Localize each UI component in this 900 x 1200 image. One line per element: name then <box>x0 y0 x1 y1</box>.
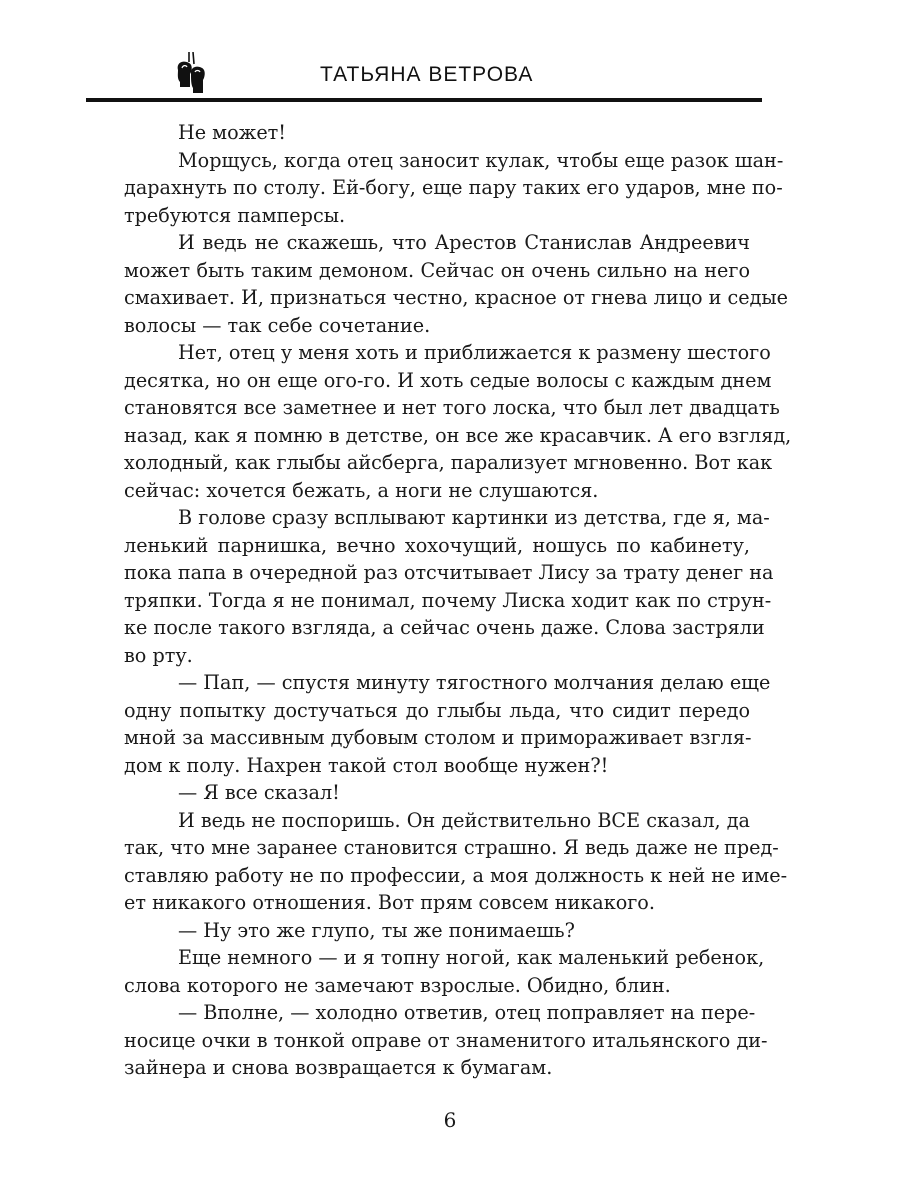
text-line: сейчас: хочется бежать, а ноги не слушаются. <box>124 478 599 502</box>
text-line: дом к полу. Нахрен такой стол вообще нужен?! <box>124 753 609 777</box>
text-line: В голове сразу всплывают картинки из детства, где я, ма- <box>178 506 770 529</box>
paragraph <box>124 807 788 917</box>
text-line: ставляю работу не по профессии, а моя должность к ней не име- <box>124 863 788 887</box>
text-line: — Вполне, — холодно ответив, отец поправляет на пере- <box>178 1001 756 1024</box>
body-text <box>124 119 792 1082</box>
page-number: 6 <box>443 1108 457 1132</box>
text-line: требуются памперсы. <box>124 203 346 227</box>
text-line: Еще немного — и я топну ногой, как маленький ребенок, <box>178 946 765 969</box>
text-line: во рту. <box>124 643 193 667</box>
text-line: Нет, отец у меня хоть и приближается к размену шестого <box>178 341 771 364</box>
running-title: ТАТЬЯНА ВЕТРОВА <box>320 63 534 86</box>
paragraph <box>124 147 784 230</box>
text-line: тряпки. Тогда я не понимал, почему Лиска ходит как по струн- <box>124 588 772 612</box>
text-line: И ведь не скажешь, что Арестов Станислав Андреевич <box>178 231 750 254</box>
text-line: Морщусь, когда отец заносит кулак, чтобы еще разок шан- <box>178 148 784 172</box>
text-line: может быть таким демоном. Сейчас он очень сильно на него <box>124 258 750 282</box>
paragraph <box>124 917 750 945</box>
paragraph <box>124 504 774 669</box>
running-header <box>86 50 762 106</box>
text-line: пока папа в очередной раз отсчитывает Лису за трату денег на <box>124 561 774 584</box>
text-line: — Ну это же глупо, ты же понимаешь? <box>178 918 575 942</box>
text-line: назад, как я помню в детстве, он все же красавчик. А его взгляд, <box>124 423 792 447</box>
text-line: — Пап, — спустя минуту тягостного молчания делаю еще <box>178 671 771 694</box>
text-line: Не может! <box>178 121 286 144</box>
text-line: одну попытку достучаться до глыбы льда, что сидит передо <box>124 698 750 722</box>
text-line: ленький парнишка, вечно хохочущий, ношусь по кабинету, <box>124 533 750 557</box>
text-line: И ведь не поспоришь. Он действительно ВСЕ сказал, да <box>178 808 750 832</box>
boxing-gloves-icon <box>174 52 208 94</box>
text-line: волосы — так себе сочетание. <box>124 313 431 337</box>
text-line: дарахнуть по столу. Ей-богу, еще пару таких его ударов, мне по- <box>124 176 783 199</box>
text-line: холодный, как глыбы айсберга, парализует мгновенно. Вот как <box>124 451 773 474</box>
text-line: десятка, но он еще ого-го. И хоть седые волосы с каждым днем <box>124 368 772 392</box>
paragraph <box>124 229 789 339</box>
paragraph <box>124 944 765 999</box>
paragraph <box>124 339 792 504</box>
text-line: становятся все заметнее и нет того лоска, что был лет двадцать <box>124 396 780 419</box>
text-line: — Я все сказал! <box>178 781 340 804</box>
text-line: зайнера и снова возвращается к бумагам. <box>124 1056 553 1079</box>
text-line: слова которого не замечают взрослые. Обидно, блин. <box>124 973 671 997</box>
header-rule <box>86 98 762 102</box>
text-line: ет никакого отношения. Вот прям совсем никакого. <box>124 891 655 914</box>
paragraph <box>124 779 750 807</box>
text-line: ке после такого взгляда, а сейчас очень даже. Слова застряли <box>124 616 765 639</box>
text-line: носице очки в тонкой оправе от знаменитого итальянского ди- <box>124 1028 768 1052</box>
paragraph <box>124 999 768 1082</box>
text-line: мной за массивным дубовым столом и примораживает взгля- <box>124 726 752 749</box>
paragraph <box>124 119 750 147</box>
paragraph <box>124 669 771 779</box>
text-line: так, что мне заранее становится страшно. Я ведь даже не пред- <box>124 836 779 859</box>
text-line: смахивает. И, признаться честно, красное от гнева лицо и седые <box>124 286 789 309</box>
